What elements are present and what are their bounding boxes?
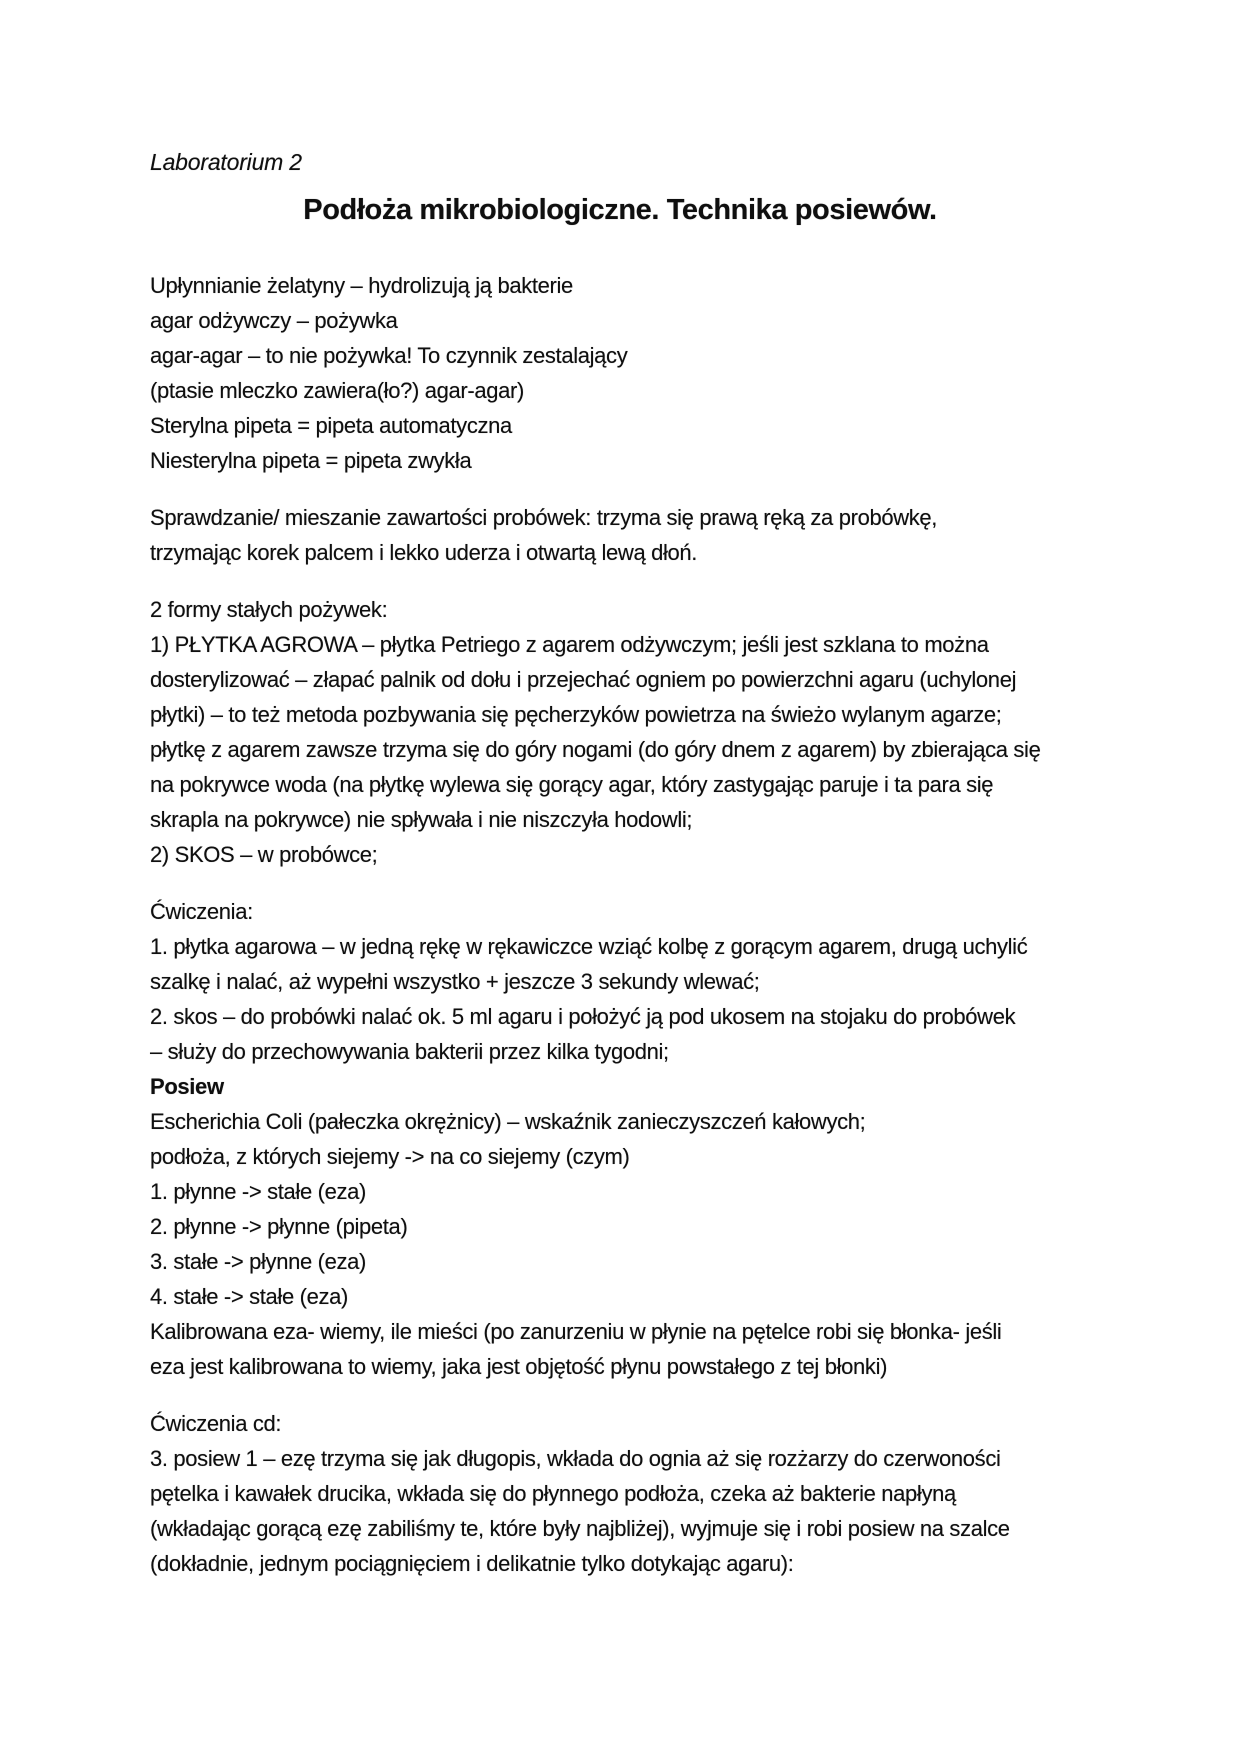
text-line: pętelka i kawałek drucika, wkłada się do płynnego podłoża, czeka aż bakterie napłyną [150, 1481, 956, 1506]
document-content [150, 146, 1090, 1581]
text-line: 3. stałe -> płynne (eza) [150, 1249, 366, 1274]
text-line: Ćwiczenia cd: [150, 1411, 282, 1436]
text-line: Upłynnianie żelatyny – hydrolizują ją bakterie [150, 273, 573, 298]
text-line: Escherichia Coli (pałeczka okrężnicy) – wskaźnik zanieczyszczeń kałowych; [150, 1109, 866, 1134]
text-line: eza jest kalibrowana to wiemy, jaka jest objętość płynu powstałego z tej błonki) [150, 1354, 888, 1379]
text-line: 1. płynne -> stałe (eza) [150, 1179, 366, 1204]
paragraph-tube-mixing-note [150, 500, 1090, 570]
text-line: Ćwiczenia: [150, 899, 253, 924]
text-line: podłoża, z których siejemy -> na co siejemy (czym) [150, 1144, 630, 1169]
text-line: – służy do przechowywania bakterii przez kilka tygodni; [150, 1039, 669, 1064]
paragraph-exercises [150, 894, 1090, 1384]
text-line: dosterylizować – złapać palnik od dołu i przejechać ogniem po powierzchni agaru (uchylonej [150, 667, 1017, 692]
text-line: 1. płytka agarowa – w jedną rękę w rękawiczce wziąć kolbę z gorącym agarem, drugą uchylić [150, 934, 1028, 959]
text-line: agar-agar – to nie pożywka! To czynnik zestalający [150, 343, 628, 368]
text-line: (ptasie mleczko zawiera(ło?) agar-agar) [150, 378, 524, 403]
text-line: 4. stałe -> stałe (eza) [150, 1284, 348, 1309]
text-line: na pokrywce woda (na płytkę wylewa się gorący agar, który zastygając paruje i ta para się [150, 772, 994, 797]
text-line: płytkę z agarem zawsze trzyma się do góry nogami (do góry dnem z agarem) by zbierająca się [150, 737, 1041, 762]
text-line: 2 formy stałych pożywek: [150, 597, 388, 622]
text-line: Kalibrowana eza- wiemy, ile mieści (po zanurzeniu w płynie na pętelce robi się błonka- jeśli [150, 1319, 1002, 1344]
sowing-section-heading: Posiew [150, 1074, 224, 1099]
text-line: 3. posiew 1 – ezę trzyma się jak długopis, wkłada do ognia aż się rozżarzy do czerwoności [150, 1446, 1001, 1471]
text-line: 2) SKOS – w probówce; [150, 842, 378, 867]
text-line: płytki) – to też metoda pozbywania się pęcherzyków powietrza na świeżo wylanym agarze; [150, 702, 1002, 727]
text-line: (wkładając gorącą ezę zabiliśmy te, które były najbliżej), wyjmuje się i robi posiew na szalce [150, 1516, 1010, 1541]
text-line: Sterylna pipeta = pipeta automatyczna [150, 413, 512, 438]
text-line: agar odżywczy – pożywka [150, 308, 398, 333]
text-line: Sprawdzanie/ mieszanie zawartości probówek: trzyma się prawą ręką za probówkę, [150, 505, 938, 530]
lab-session-label: Laboratorium 2 [150, 149, 302, 175]
paragraph-exercises-continued [150, 1406, 1090, 1581]
text-line: 1) PŁYTKA AGROWA – płytka Petriego z agarem odżywczym; jeśli jest szklana to można [150, 632, 989, 657]
text-line: trzymając korek palcem i lekko uderza i otwartą lewą dłoń. [150, 540, 698, 565]
document-title: Podłoża mikrobiologiczne. Technika posiewów. [303, 194, 937, 226]
text-line: Niesterylna pipeta = pipeta zwykła [150, 448, 472, 473]
text-line: szalkę i nalać, aż wypełni wszystko + jeszcze 3 sekundy wlewać; [150, 969, 760, 994]
text-line: 2. skos – do probówki nalać ok. 5 ml agaru i położyć ją pod ukosem na stojaku do probówek [150, 1004, 1016, 1029]
paragraph-intro-notes [150, 268, 1090, 478]
text-line: (dokładnie, jednym pociągnięciem i delikatnie tylko dotykając agaru): [150, 1551, 794, 1576]
text-line: skrapla na pokrywce) nie spływała i nie niszczyła hodowli; [150, 807, 693, 832]
paragraph-solid-media-forms [150, 592, 1090, 872]
text-line: 2. płynne -> płynne (pipeta) [150, 1214, 408, 1239]
